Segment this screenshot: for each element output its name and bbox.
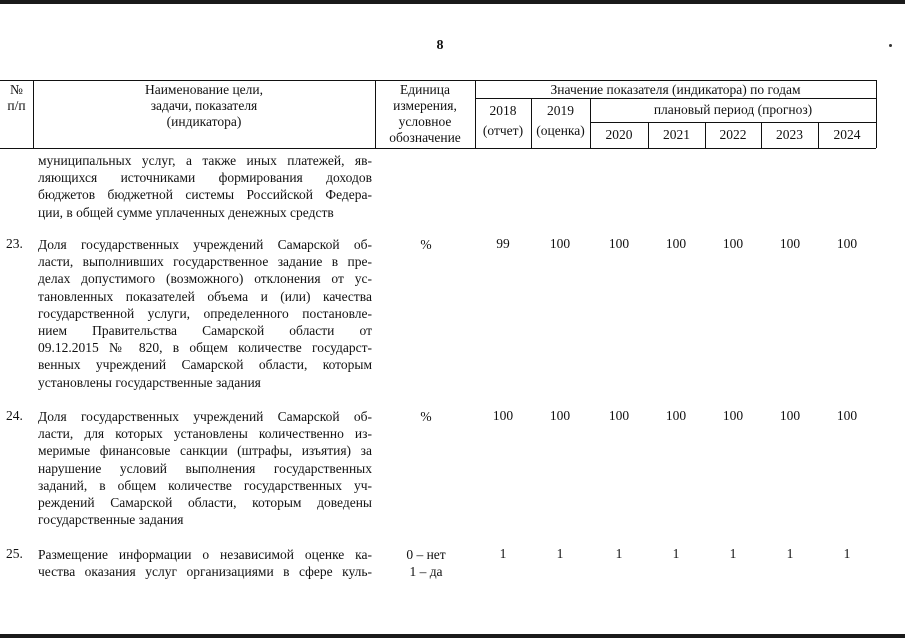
value-2021: 100 — [665, 408, 687, 423]
description-line: чества оказания услуг организациями в сфере куль- — [38, 564, 372, 580]
header-year-2019 — [531, 101, 590, 141]
row-description — [38, 408, 372, 528]
header-unit-line: обозначение — [389, 130, 461, 145]
value-2024: 100 — [836, 236, 858, 251]
unit-line: % — [420, 237, 432, 252]
description-line: меримые финансовые санкции (штрафы, изъятия) за — [38, 443, 372, 459]
header-name-line: (индикатора) — [166, 114, 242, 129]
row-description — [38, 152, 372, 221]
value-2020: 100 — [608, 236, 630, 251]
value-2018: 99 — [496, 236, 510, 251]
description-line: ляющихся источниками формирования доходов — [38, 170, 372, 186]
header-unit-line: условное — [398, 114, 452, 129]
header-year-2023: 2023 — [776, 127, 803, 142]
description-line: реждений Самарской области, которым доведены — [38, 495, 372, 511]
header-bottom-line — [0, 148, 876, 149]
row-unit — [380, 546, 472, 580]
header-years-line — [475, 98, 876, 99]
header-unit-line: Единица — [399, 82, 450, 97]
description-line: венных учреждений Самарской области, которым — [38, 357, 372, 373]
row-description — [38, 546, 372, 580]
header-year-2024: 2024 — [833, 127, 861, 142]
value-2019: 100 — [549, 408, 571, 423]
header-values-title: Значение показателя (индикатора) по годам — [550, 82, 801, 97]
top-border-rule — [0, 0, 905, 4]
row-number: 24. — [6, 408, 23, 423]
row-description — [38, 236, 372, 391]
description-line: Доля государственных учреждений Самарской об- — [38, 409, 372, 424]
unit-line: 0 – нет — [406, 547, 446, 562]
value-2022: 100 — [722, 236, 744, 251]
header-num-line: № — [10, 82, 23, 97]
value-2024: 100 — [836, 408, 858, 423]
value-2023: 100 — [779, 408, 801, 423]
description-line: тановленных показателей объема и (или) качества — [38, 288, 372, 304]
header-name-line: Наименование цели, — [144, 82, 264, 97]
row-number: 25. — [6, 546, 23, 561]
header-unit — [375, 82, 475, 146]
description-line: Размещение информации о независимой оценке ка- — [38, 547, 372, 562]
value-2018: 1 — [499, 546, 507, 561]
header-unit-line: измерения, — [393, 98, 457, 113]
description-line: заданий, в общем количестве государственных уч- — [38, 477, 372, 493]
value-2022: 100 — [722, 408, 744, 423]
value-2024: 1 — [843, 546, 851, 561]
row-unit — [380, 408, 472, 425]
description-line: муниципальных услуг, а также иных платежей, яв- — [38, 153, 372, 168]
value-2018: 100 — [492, 408, 514, 423]
header-name-line: задачи, показателя — [150, 98, 258, 113]
header-name — [33, 82, 375, 130]
value-2023: 100 — [779, 236, 801, 251]
header-col-line — [876, 80, 877, 148]
description-line: установлены государственные задания — [38, 374, 261, 390]
value-2021: 1 — [672, 546, 680, 561]
value-2020: 100 — [608, 408, 630, 423]
value-2021: 100 — [665, 236, 687, 251]
value-2019: 100 — [549, 236, 571, 251]
page-number: 8 — [436, 38, 444, 53]
header-year-2022: 2022 — [719, 127, 747, 142]
unit-line: 1 – да — [409, 564, 443, 579]
description-line: Доля государственных учреждений Самарской об- — [38, 237, 372, 252]
description-line: ласти, для которых установлены количественно из- — [38, 426, 372, 442]
header-year-note: (отчет) — [482, 123, 524, 138]
header-year-label: 2018 — [489, 103, 517, 118]
scan-speck — [889, 44, 892, 47]
row-unit — [380, 236, 472, 253]
header-top-line — [0, 80, 876, 81]
header-plan-line — [590, 122, 876, 123]
description-line: нарушение условий выполнения государственных — [38, 460, 372, 476]
description-line: нием Правительства Самарской области от — [38, 323, 372, 339]
description-line: ласти, выполнивших государственное задание в пре- — [38, 254, 372, 270]
value-2022: 1 — [729, 546, 737, 561]
bottom-border-rule — [0, 634, 905, 638]
description-line: делах допустимого (возможного) отклонения от ус- — [38, 271, 372, 287]
header-plan-title: плановый период (прогноз) — [653, 102, 813, 117]
header-year-2021: 2021 — [663, 127, 690, 142]
header-year-label: 2019 — [547, 103, 574, 118]
value-2020: 1 — [615, 546, 623, 561]
description-line: ции, в общей сумме уплаченных денежных средств — [38, 204, 334, 220]
header-num — [0, 82, 33, 114]
header-year-2020: 2020 — [605, 127, 633, 142]
header-year-2018 — [475, 101, 531, 141]
description-line: 09.12.2015 № 820, в общем количестве государст- — [38, 340, 372, 356]
row-number: 23. — [6, 236, 23, 251]
value-2019: 1 — [556, 546, 564, 561]
description-line: государственной услуги, определенного постановле- — [38, 305, 372, 321]
unit-line: % — [420, 409, 432, 424]
description-line: государственные задания — [38, 512, 184, 528]
header-num-line: п/п — [7, 98, 26, 113]
header-year-note: (оценка) — [536, 123, 585, 138]
description-line: бюджетов бюджетной системы Российской Федера- — [38, 187, 372, 203]
value-2023: 1 — [786, 546, 794, 561]
